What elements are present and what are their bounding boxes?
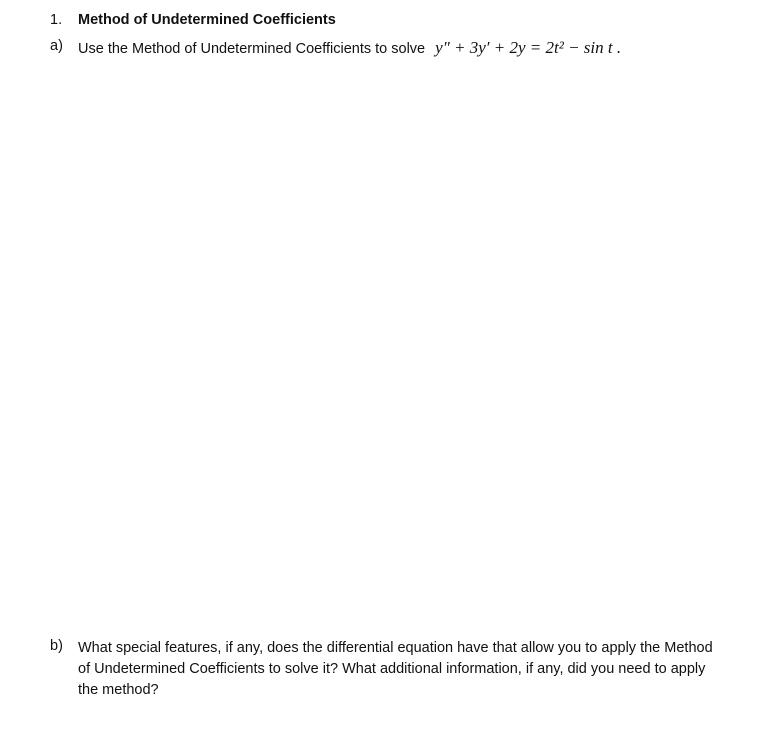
part-a-equation: y″ + 3y′ + 2y = 2t² − sin t . xyxy=(435,38,622,57)
part-a-prompt xyxy=(78,38,621,58)
part-a xyxy=(50,38,750,62)
question-heading xyxy=(50,12,450,32)
part-a-label: a) xyxy=(50,38,63,54)
question-title: Method of Undetermined Coefficients xyxy=(78,12,336,28)
part-b-label: b) xyxy=(50,638,63,654)
answer-space-a[interactable] xyxy=(50,70,730,630)
part-a-text: Use the Method of Undetermined Coefficients to solve xyxy=(78,41,426,57)
question-number: 1. xyxy=(50,12,63,28)
part-b-text: What special features, if any, does the differential equation have that allow you to apply the Method of Undetermined Coefficients to solve it? What additional information, if any, did you need to apply the method? xyxy=(78,640,713,698)
